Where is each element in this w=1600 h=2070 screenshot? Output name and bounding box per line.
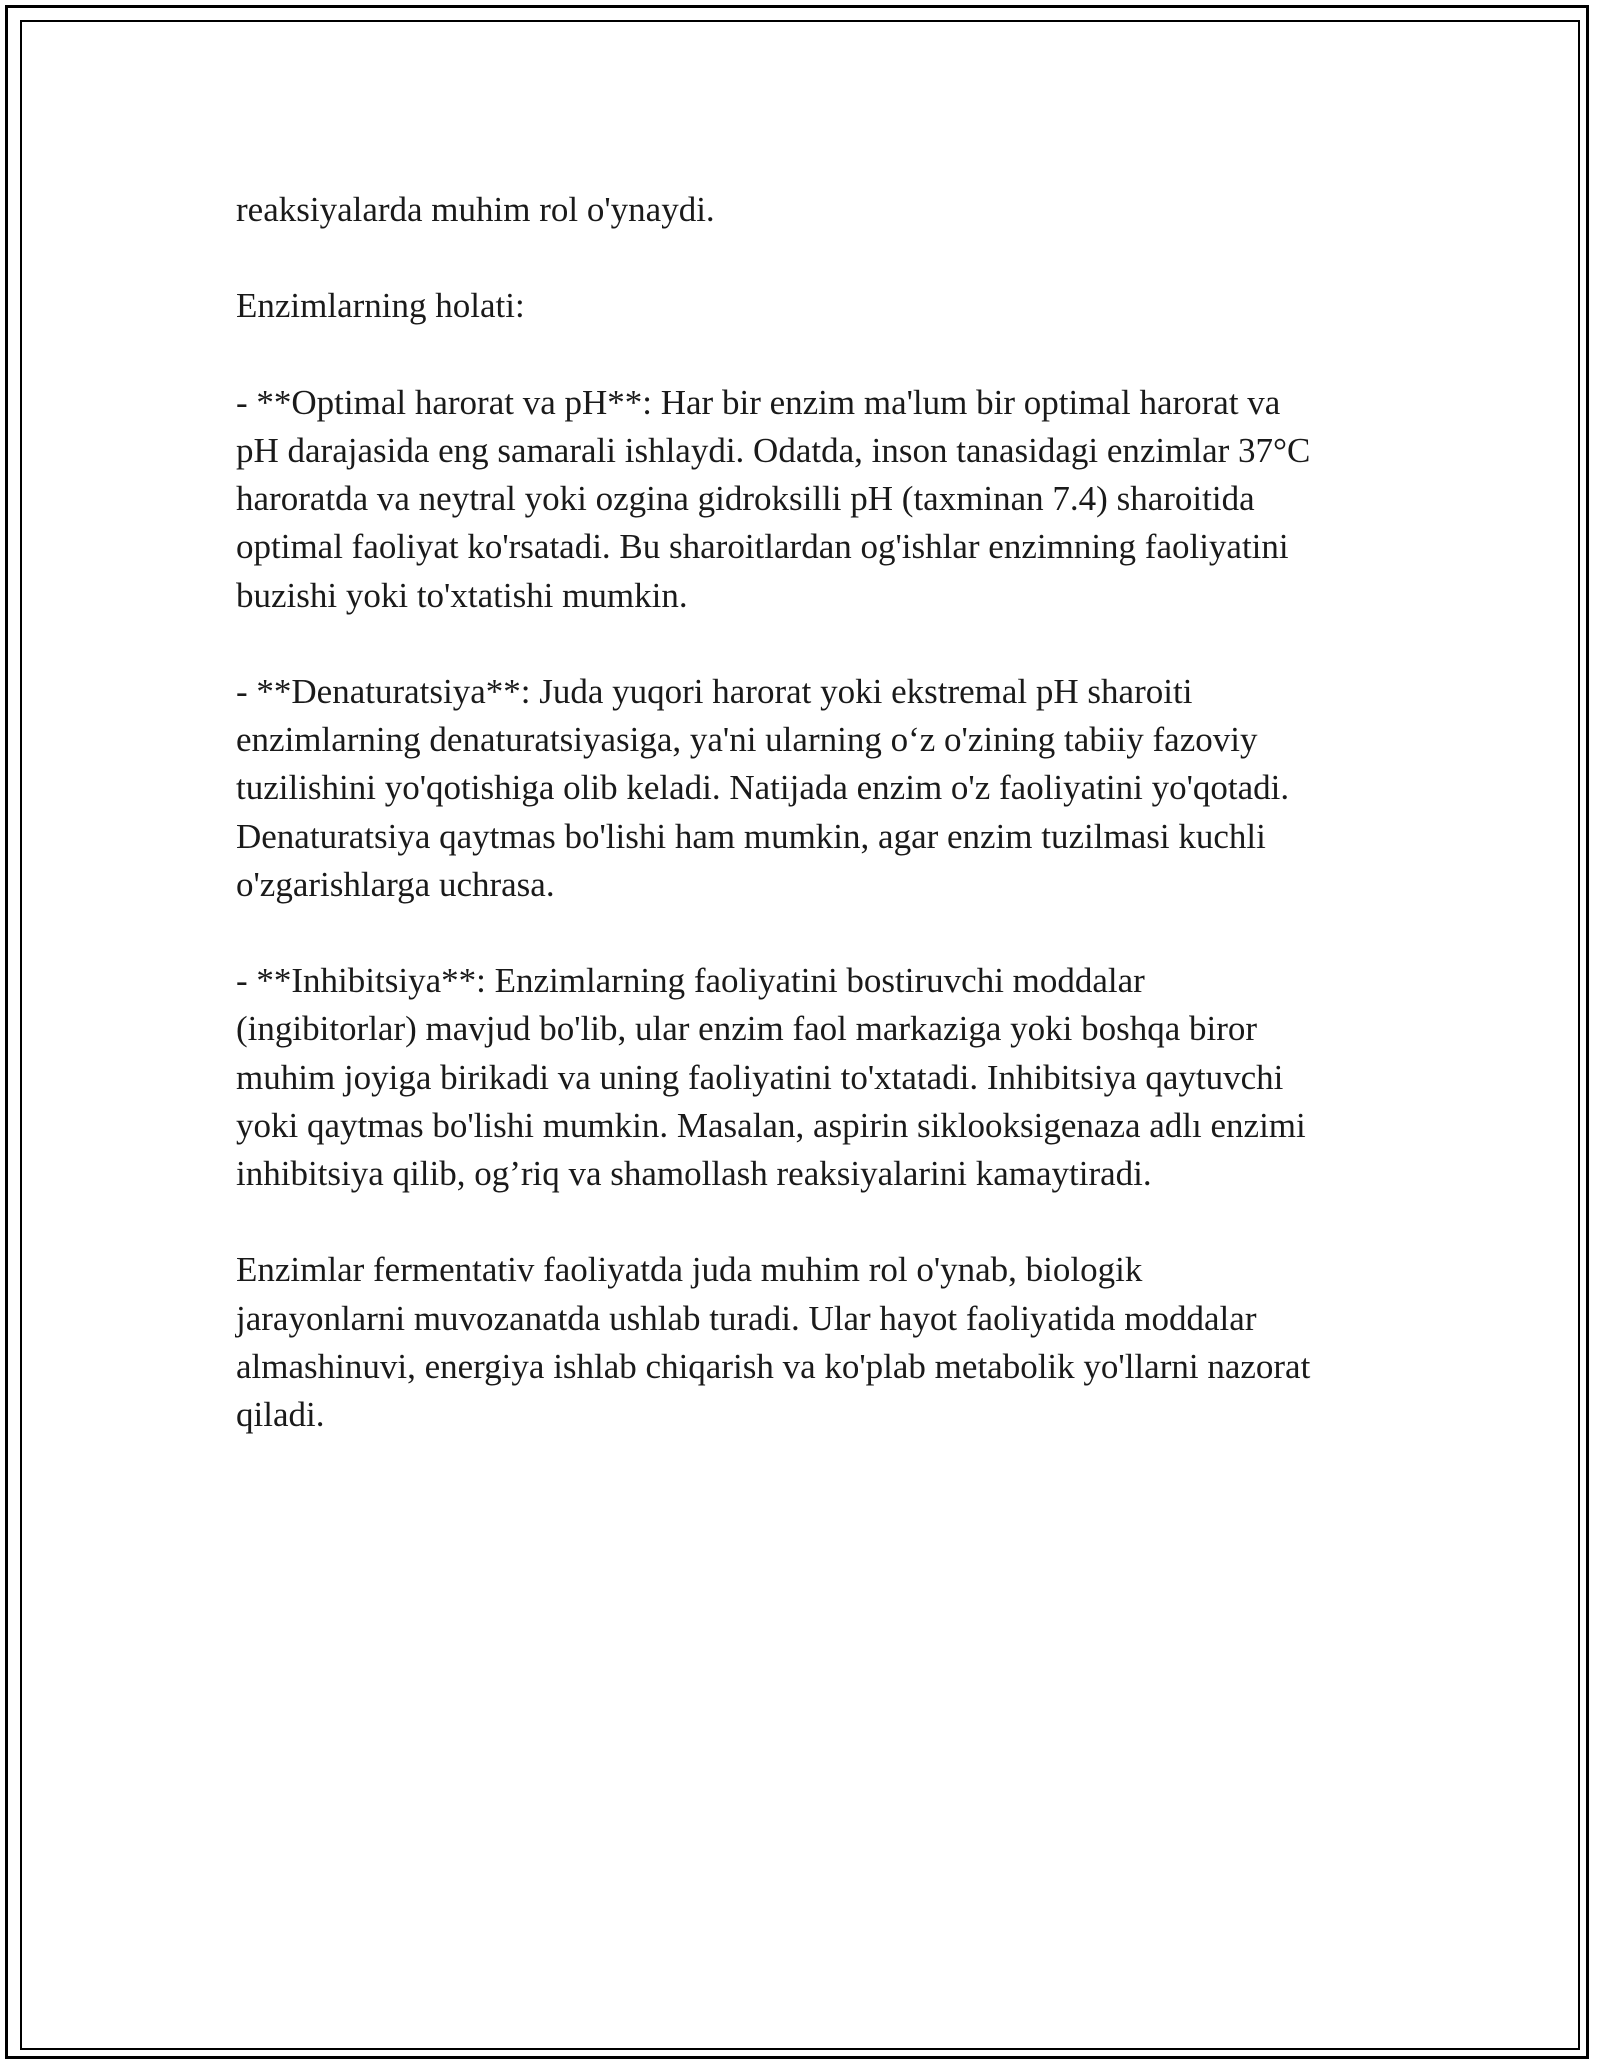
text-line: buzishi yoki to'xtatishi mumkin. (236, 575, 688, 615)
text-line: o'zgarishlarga uchrasa. (236, 864, 555, 904)
text-line: pH darajasida eng samarali ishlaydi. Odatda, inson tanasidagi enzimlar 37°C (236, 430, 1311, 470)
text-line: almashinuvi, energiya ishlab chiqarish va ko'plab metabolik yo'llarni nazorat (236, 1346, 1311, 1386)
paragraph-optimal-temperature-ph (236, 379, 1376, 620)
text-line: Enzimlarning holati: (236, 286, 525, 326)
paragraph-conclusion (236, 1246, 1376, 1439)
paragraph-intro-continuation (236, 186, 1376, 234)
text-line: optimal faoliyat ko'rsatadi. Bu sharoitlardan og'ishlar enzimning faoliyatini (236, 527, 1289, 567)
text-line: yoki qaytmas bo'lishi mumkin. Masalan, aspirin siklooksigenaza adlı enzimi (236, 1105, 1306, 1145)
text-line: muhim joyiga birikadi va uning faoliyatini to'xtatadi. Inhibitsiya qaytuvchi (236, 1057, 1284, 1097)
document-body (236, 186, 1376, 1439)
text-line: tuzilishini yo'qotishiga olib keladi. Natijada enzim o'z faoliyatini yo'qotadi. (236, 768, 1290, 808)
text-line: - **Optimal harorat va pH**: Har bir enzim ma'lum bir optimal harorat va (236, 382, 1281, 422)
text-line: qiladi. (236, 1395, 325, 1434)
text-line: (ingibitorlar) mavjud bo'lib, ular enzim faol markaziga yoki boshqa biror (236, 1009, 1258, 1049)
text-line: haroratda va neytral yoki ozgina gidroksilli pH (taxminan 7.4) sharoitida (236, 479, 1255, 519)
text-line: inhibitsiya qilib, og’riq va shamollash reaksiyalarini kamaytiradi. (236, 1154, 1152, 1193)
text-line: enzimlarning denaturatsiyasiga, ya'ni ularning o‘z o'zining tabiiy fazoviy (236, 720, 1258, 760)
text-line: jarayonlarni muvozanatda ushlab turadi. Ular hayot faoliyatida moddalar (236, 1298, 1257, 1338)
text-line: Denaturatsiya qaytmas bo'lishi ham mumkin, agar enzim tuzilmasi kuchli (236, 816, 1266, 856)
paragraph-inhibition (236, 957, 1376, 1198)
text-line: Enzimlar fermentativ faoliyatda juda muhim rol o'ynab, biologik (236, 1250, 1143, 1290)
paragraph-heading-enzyme-state (236, 282, 1376, 330)
text-line: reaksiyalarda muhim rol o'ynaydi. (236, 190, 715, 229)
paragraph-denaturation (236, 668, 1376, 909)
text-line: - **Denaturatsiya**: Juda yuqori harorat yoki ekstremal pH sharoiti (236, 671, 1193, 711)
text-line: - **Inhibitsiya**: Enzimlarning faoliyatini bostiruvchi moddalar (236, 961, 1145, 1001)
